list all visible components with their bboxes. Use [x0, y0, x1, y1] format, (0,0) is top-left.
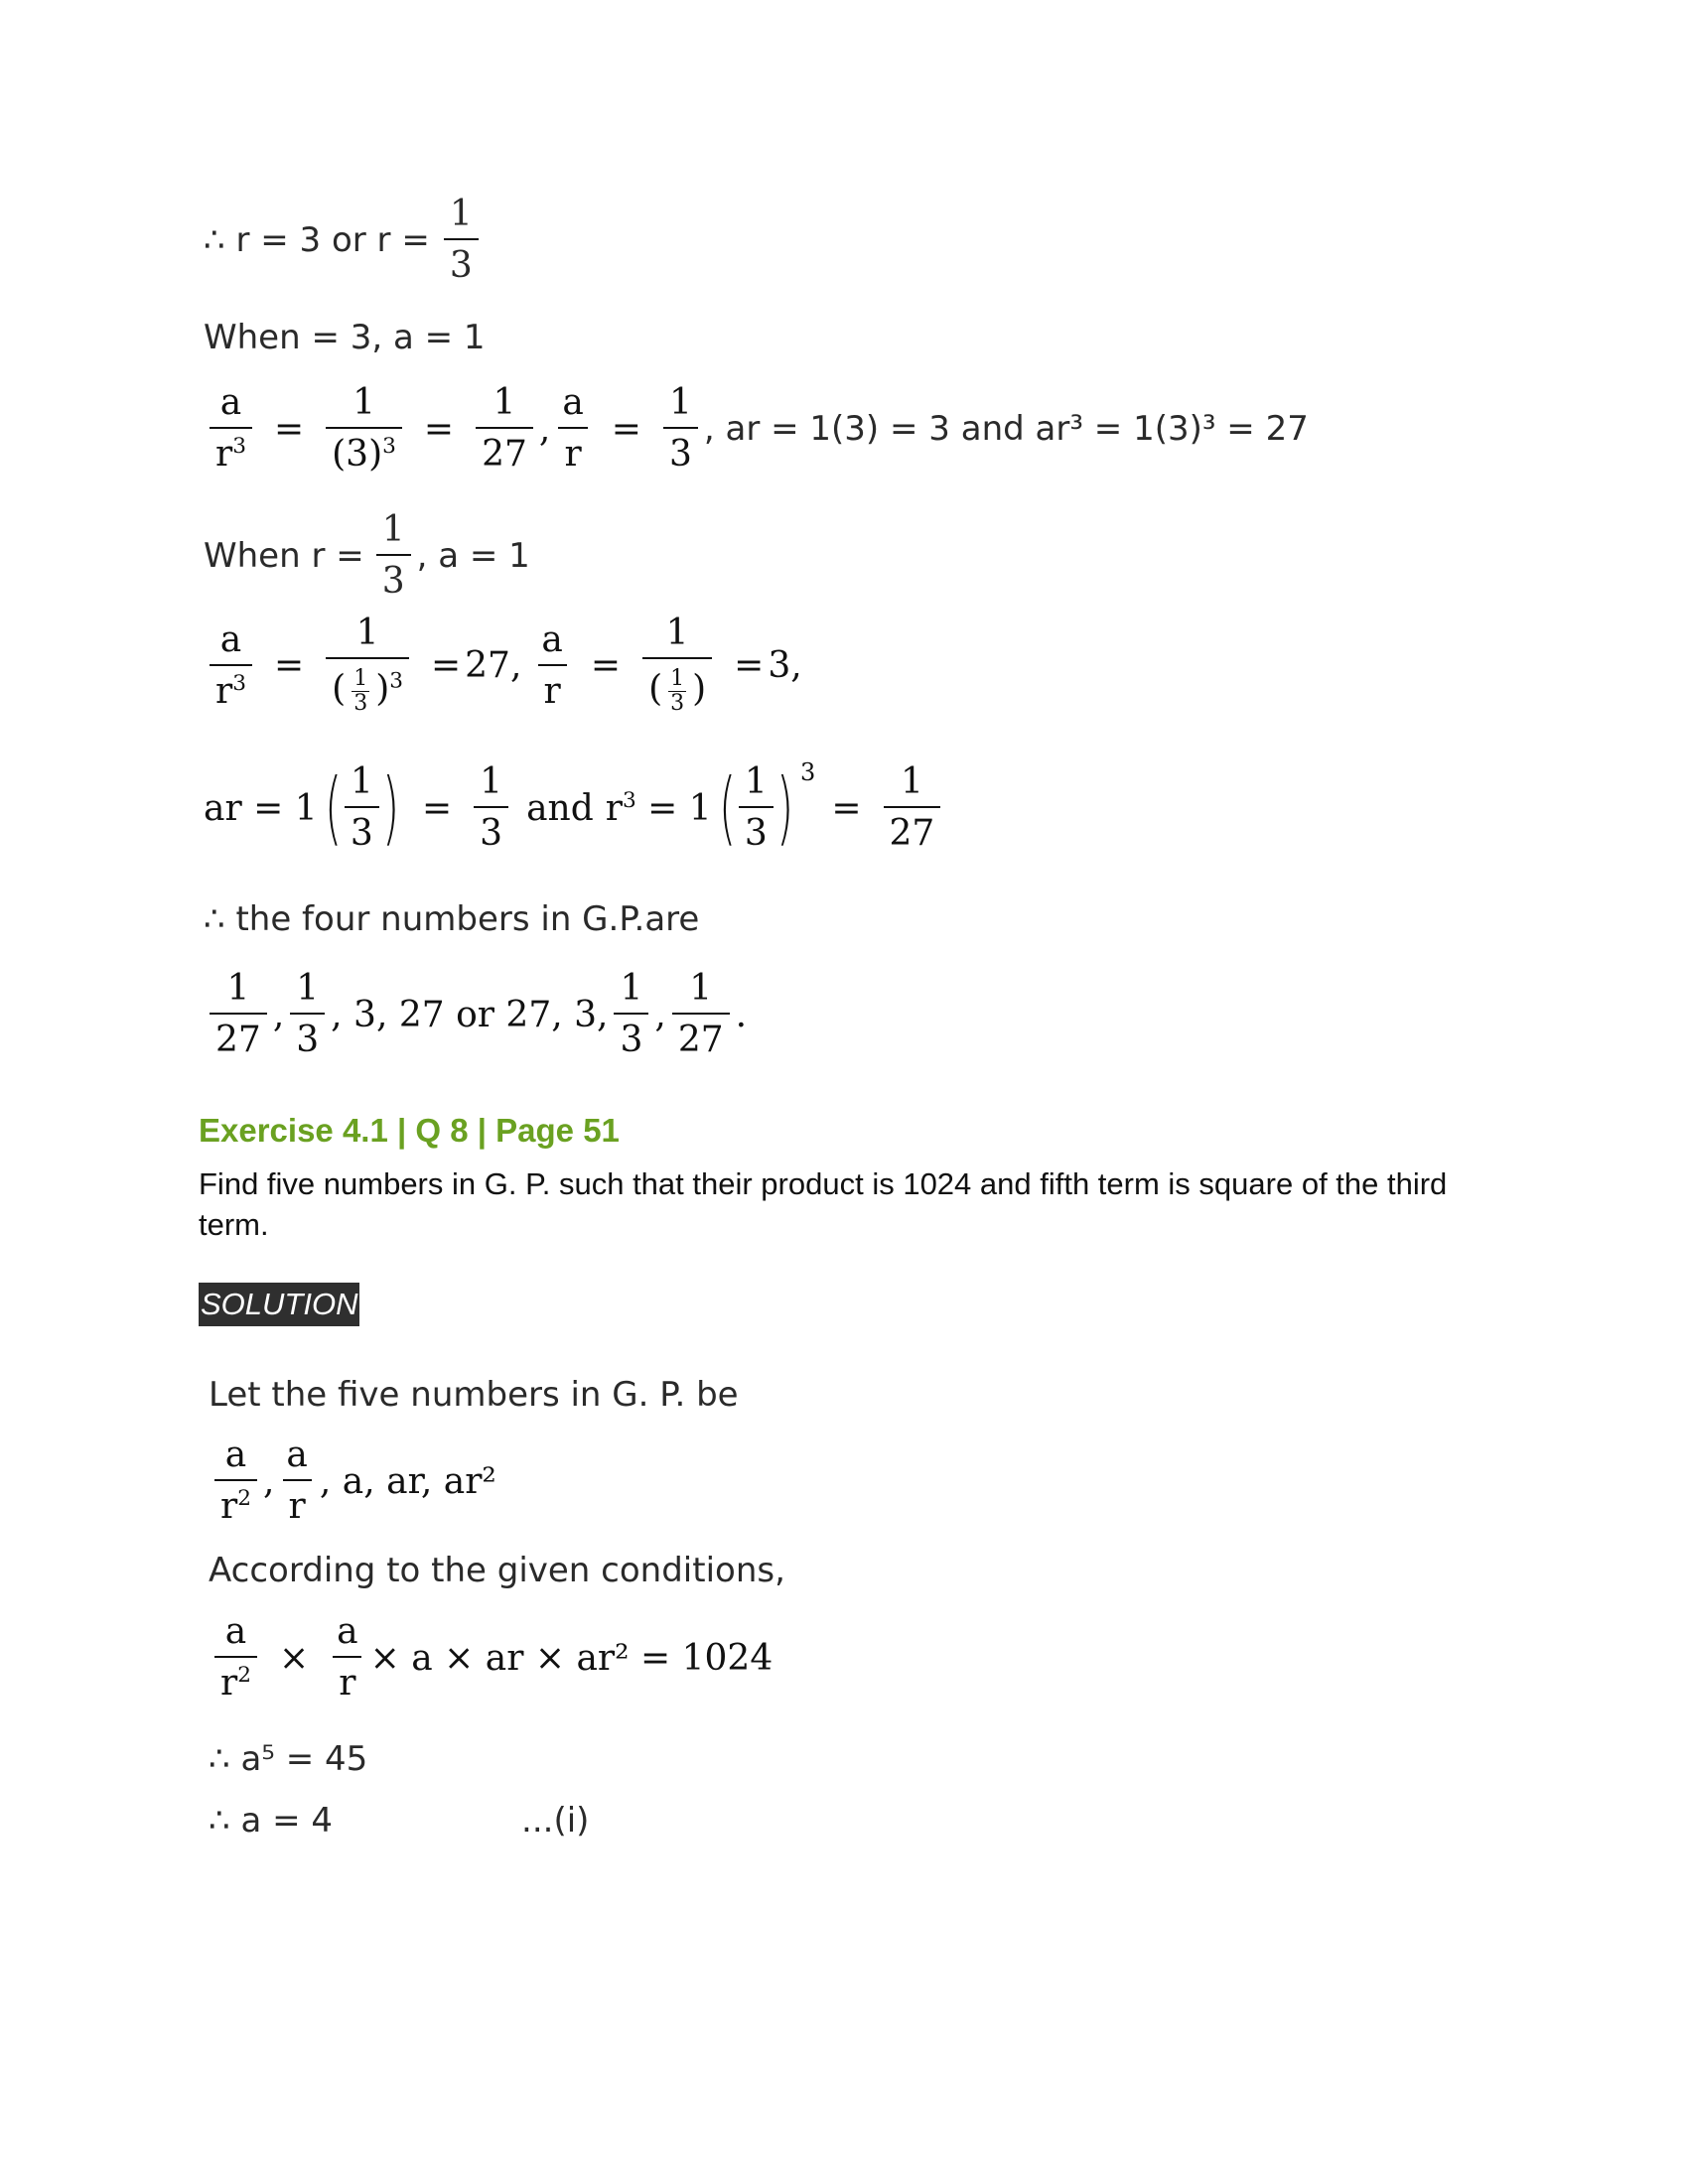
when-r-3-line: When = 3, a = 1 — [204, 318, 486, 357]
solution-label[interactable]: SOLUTION — [199, 1283, 359, 1326]
answer-sequence: $\frac{1}{27}$ , $\frac{1}{3}$ , 3, 27 or 27, 3, $\frac{1}{3}$ , $\frac{1}{27}$ . — [204, 971, 747, 1058]
case1-equation: $\frac{a}{r^3}$ = $\frac{1}{(3)^3}$ = $\frac{1}{27}$ , $\frac{a}{r}$ = $\frac{1}{3}$ , ar = 1(3) = 3 and ar³ = 1(3)³ = 27 — [204, 385, 1309, 473]
question-text: Find five numbers in G. P. such that their product is 1024 and fifth term is square of the third term. — [199, 1166, 1448, 1242]
fraction-one-third: $\frac{1}{3}$ — [444, 197, 479, 284]
product-equation: $\frac{a}{r^2}$ × $\frac{a}{r}$ × a × ar × ar² = 1024 — [209, 1614, 773, 1702]
let-line: Let the five numbers in G. P. be — [209, 1375, 739, 1415]
when-r-third-line: When r = $\frac{1}{3}$ , a = 1 — [204, 509, 530, 602]
according-line: According to the given conditions, — [209, 1551, 785, 1590]
conclusion-text: ∴ the four numbers in G.P.are — [204, 899, 700, 939]
case2-ar-equation: ar = 1 ( $\frac{1}{3}$ ) = $\frac{1}{3}$ and $r^3 = 1$ ( $\frac{1}{3}$ ) $^3$ = $\frac{1}{27}$ — [204, 764, 946, 852]
five-terms: $\frac{a}{r^2}$ , $\frac{a}{r}$ , a, ar, ar² — [209, 1437, 496, 1525]
case2-equation: $\frac{a}{r^3}$ = 1 ( $\frac{1}{3}$ )$^3$ = 27, $\frac{a}{r}$ = 1 ( $\frac{1}{3}$ ) = 3, — [204, 615, 802, 716]
a-value-line: ∴ a = 4 ...(i) — [209, 1801, 590, 1841]
exercise-heading: Exercise 4.1 | Q 8 | Page 51 — [199, 1112, 620, 1149]
a-fifth-line: ∴ a⁵ = 45 — [209, 1739, 368, 1779]
r-values-line: ∴ r = 3 or r = $\frac{1}{3}$ — [204, 197, 485, 284]
